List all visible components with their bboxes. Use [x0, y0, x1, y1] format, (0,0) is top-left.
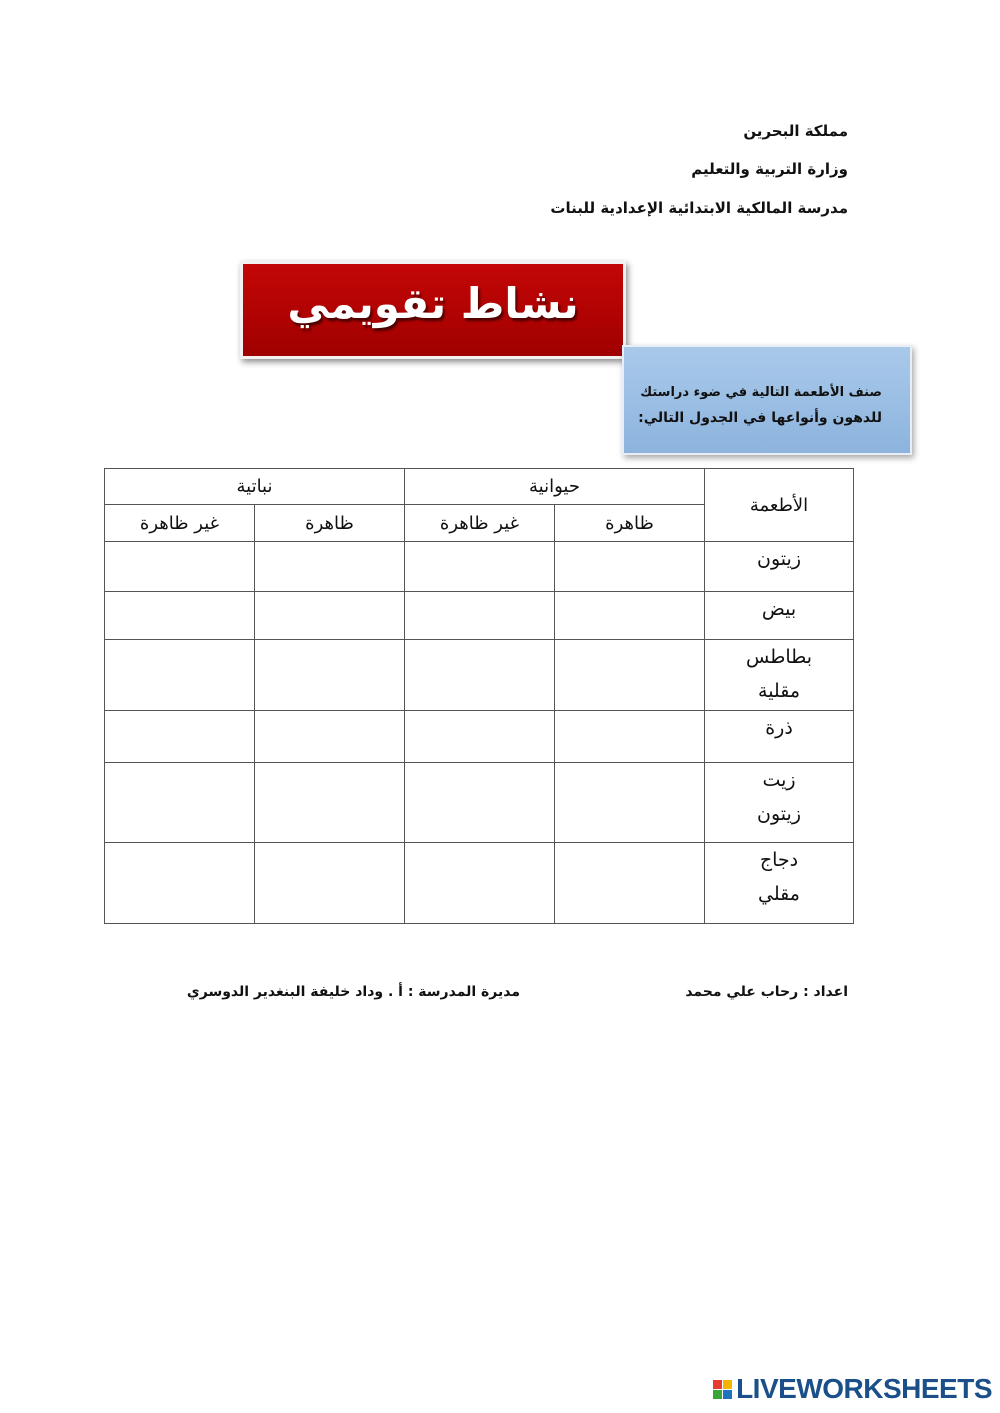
table-row [105, 711, 854, 763]
answer-cell[interactable] [255, 592, 405, 640]
answer-cell[interactable] [405, 711, 555, 763]
answer-cell[interactable] [555, 592, 705, 640]
answer-cell[interactable] [105, 542, 255, 592]
answer-cell[interactable] [255, 711, 405, 763]
liveworksheets-logo-icon [713, 1380, 732, 1399]
answer-cell[interactable] [555, 843, 705, 924]
group-header-animal: حيوانية [405, 469, 705, 505]
food-name: زيتون [705, 542, 854, 592]
answer-cell[interactable] [105, 763, 255, 843]
answer-cell[interactable] [105, 711, 255, 763]
answer-cell[interactable] [255, 843, 405, 924]
answer-cell[interactable] [405, 592, 555, 640]
prepared-by: اعداد : رحاب علي محمد [685, 984, 848, 1000]
watermark-text: LIVEWORKSHEETS [736, 1373, 992, 1404]
instruction-line-2: للدهون وأنواعها في الجدول التالي: [638, 410, 882, 426]
table-row [105, 542, 854, 592]
answer-cell[interactable] [555, 711, 705, 763]
answer-cell[interactable] [405, 843, 555, 924]
table-row [105, 763, 854, 843]
answer-cell[interactable] [555, 763, 705, 843]
subheader-plant-visible: ظاهرة [255, 505, 405, 542]
food-name: دجاج مقلي [705, 843, 854, 924]
answer-cell[interactable] [255, 640, 405, 711]
answer-cell[interactable] [105, 640, 255, 711]
answer-cell[interactable] [255, 542, 405, 592]
answer-cell[interactable] [105, 592, 255, 640]
answer-cell[interactable] [255, 763, 405, 843]
header-ministry: وزارة التربية والتعليم [691, 160, 848, 178]
header-kingdom: مملكة البحرين [743, 122, 848, 140]
group-header-plant: نباتية [105, 469, 405, 505]
classification-table [104, 468, 854, 924]
table-row [105, 843, 854, 924]
answer-cell[interactable] [405, 542, 555, 592]
answer-cell[interactable] [405, 640, 555, 711]
logo-square [723, 1380, 732, 1389]
logo-square [713, 1390, 722, 1399]
subheader-plant-hidden: غير ظاهرة [105, 505, 255, 542]
logo-square [723, 1390, 732, 1399]
instruction-box [622, 345, 912, 455]
instruction-line-1: صنف الأطعمة التالية في ضوء دراستك [640, 385, 882, 400]
answer-cell[interactable] [555, 542, 705, 592]
answer-cell[interactable] [405, 763, 555, 843]
logo-square [713, 1380, 722, 1389]
foods-header: الأطعمة [705, 469, 854, 542]
subheader-animal-hidden: غير ظاهرة [405, 505, 555, 542]
subheader-animal-visible: ظاهرة [555, 505, 705, 542]
answer-cell[interactable] [105, 843, 255, 924]
food-name: زيت زيتون [705, 763, 854, 843]
table-row [105, 640, 854, 711]
food-name: بيض [705, 592, 854, 640]
food-name: بطاطس مقلية [705, 640, 854, 711]
table-row [105, 592, 854, 640]
food-name: ذرة [705, 711, 854, 763]
answer-cell[interactable] [555, 640, 705, 711]
principal-name: مديرة المدرسة : أ . وداد خليفة البنغدير الدوسري [186, 984, 520, 1000]
title-banner [240, 261, 626, 359]
header-school: مدرسة المالكية الابتدائية الإعدادية للبنات [550, 199, 848, 217]
liveworksheets-watermark [713, 1373, 992, 1405]
page-title: نشاط تقويمي [287, 278, 579, 328]
